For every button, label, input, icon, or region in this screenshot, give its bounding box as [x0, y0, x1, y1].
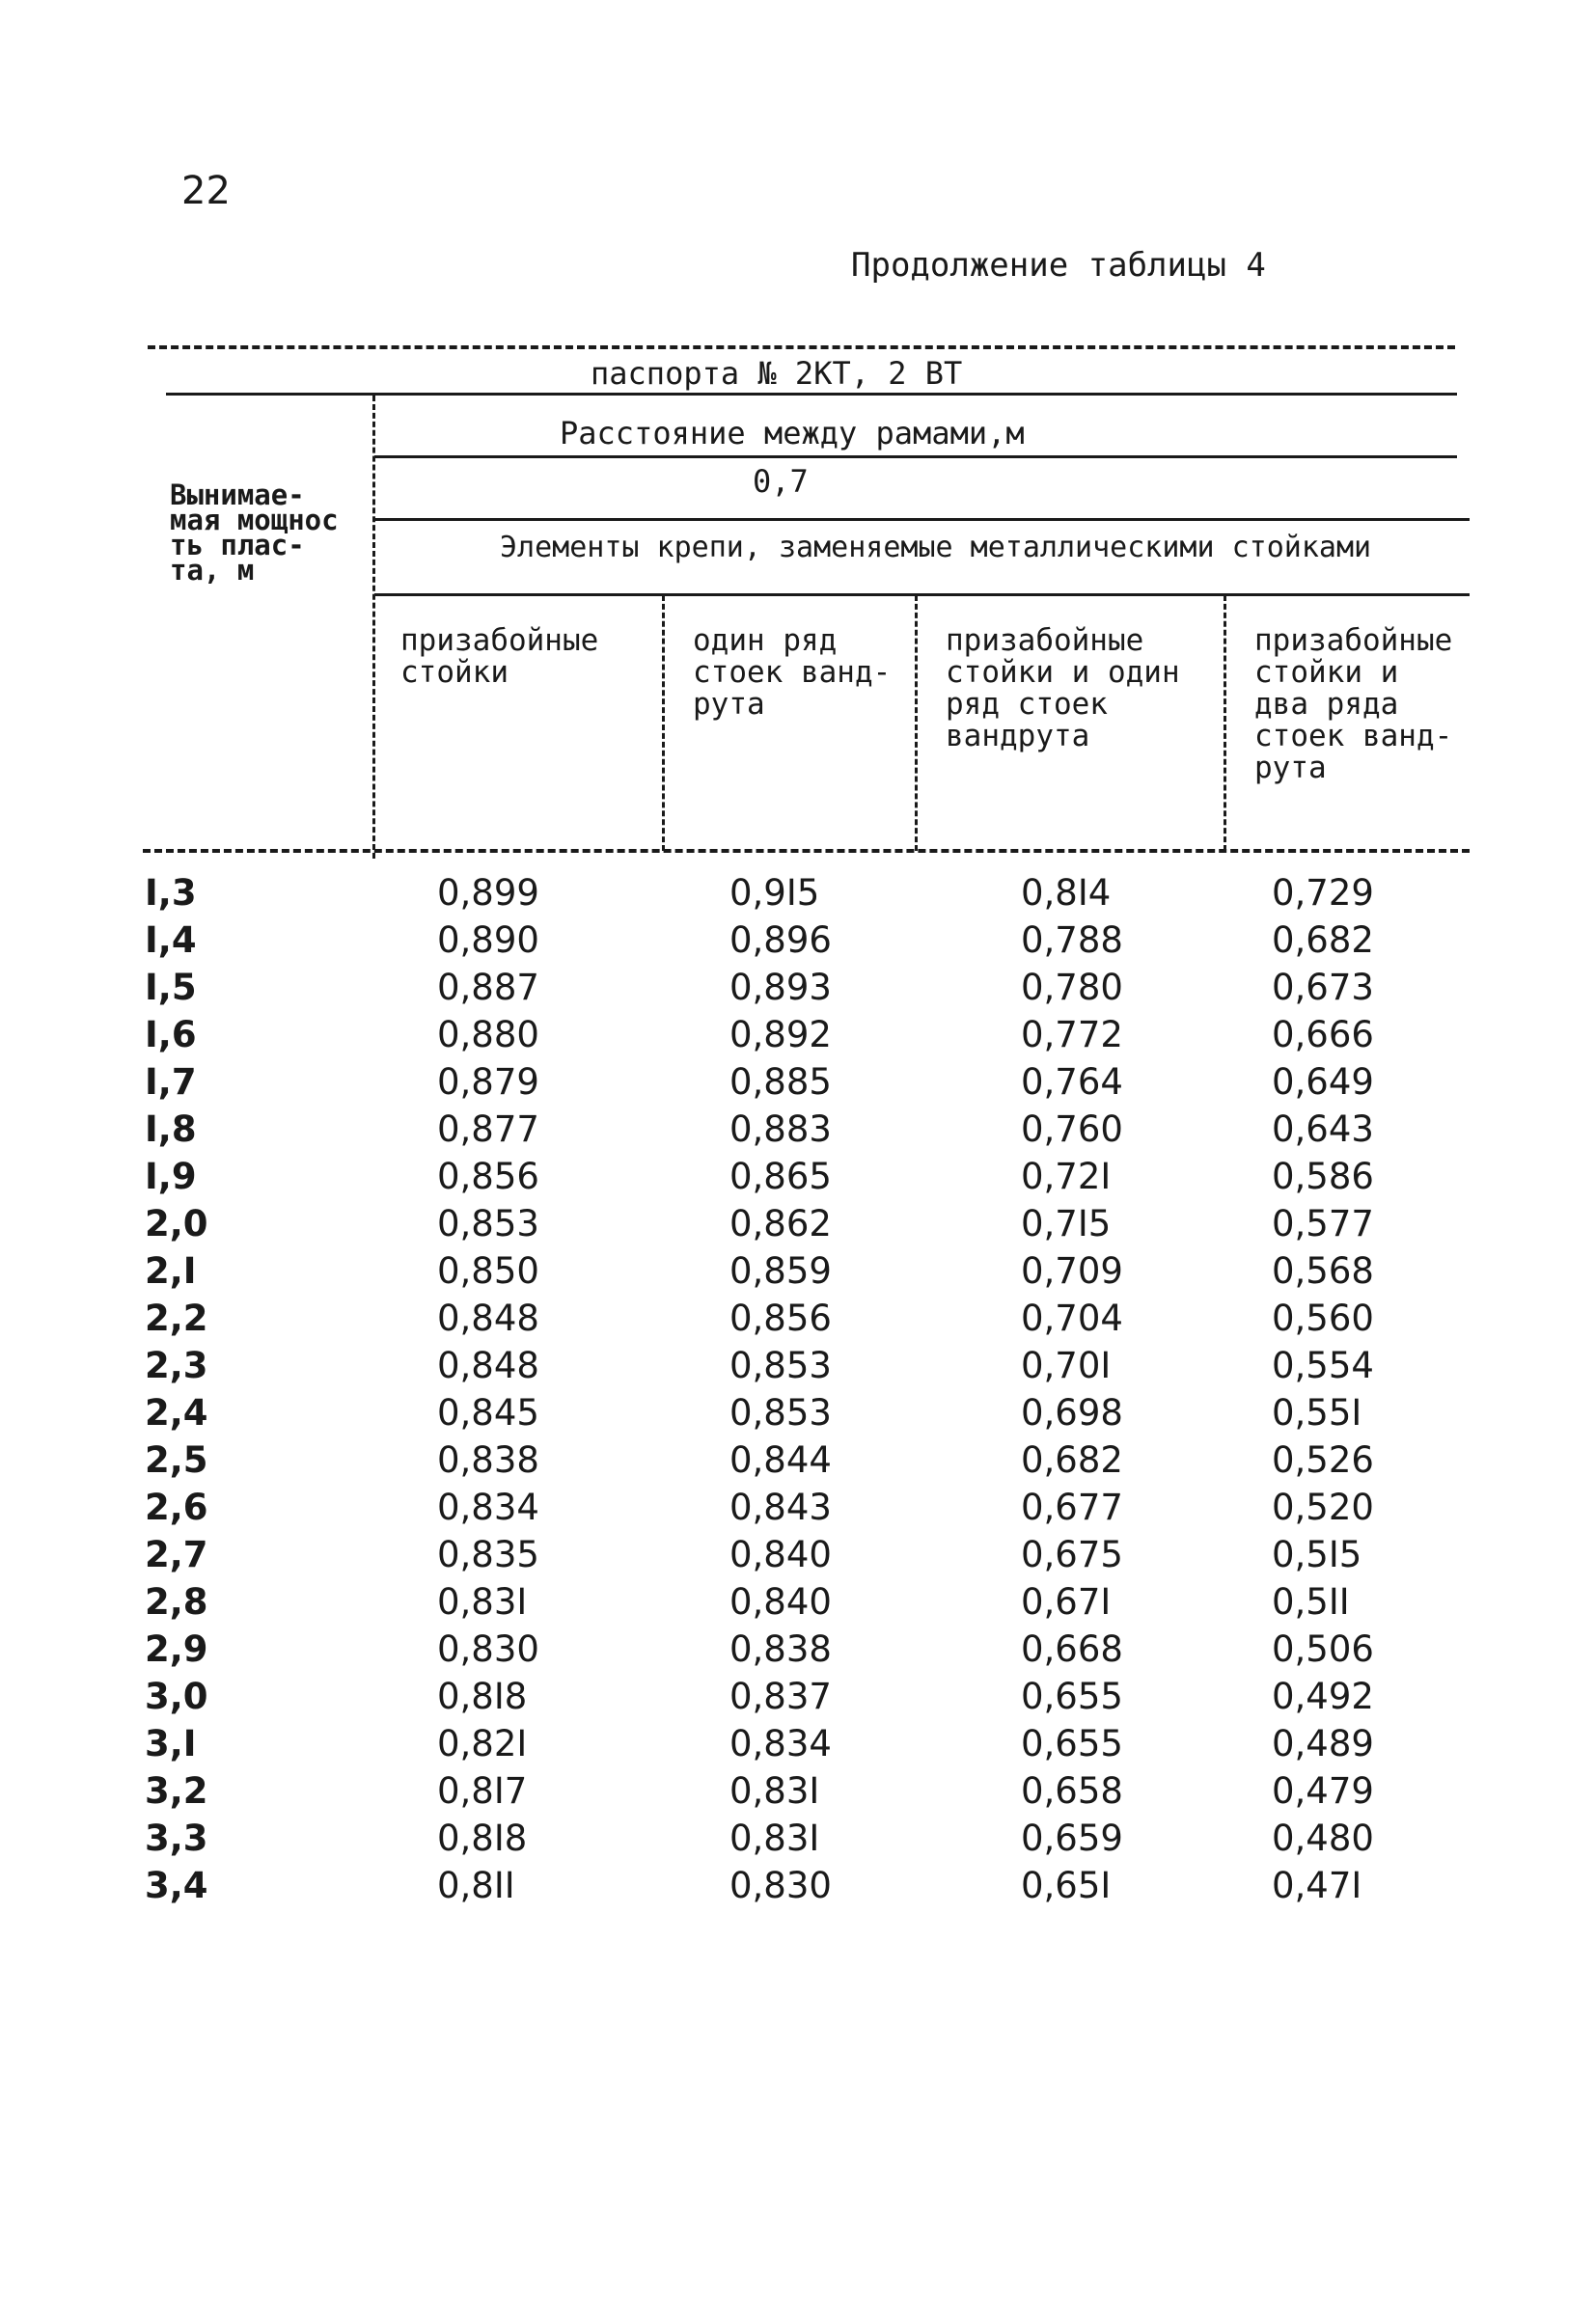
- table-cell: 0,8I4: [1021, 872, 1112, 914]
- table-cell: 0,844: [729, 1439, 832, 1481]
- table-cell: 0,489: [1272, 1723, 1374, 1764]
- table-cell: 0,838: [729, 1628, 832, 1670]
- row-thickness: 2,7: [145, 1534, 208, 1575]
- column-header-3: призабойные стойки и один ряд стоек вандрута: [946, 623, 1180, 753]
- table-cell: 0,649: [1272, 1061, 1374, 1103]
- column-separator-3: [1224, 595, 1226, 851]
- distance-rule: [374, 455, 1457, 458]
- row-thickness: I,8: [145, 1108, 197, 1150]
- table-cell: 0,5I5: [1272, 1534, 1362, 1575]
- row-thickness: I,9: [145, 1156, 197, 1197]
- table-cell: 0,677: [1021, 1487, 1123, 1528]
- table-cell: 0,877: [437, 1108, 539, 1150]
- table-cell: 0,843: [729, 1487, 832, 1528]
- table-cell: 0,682: [1272, 919, 1374, 961]
- table-cell: 0,83I: [729, 1770, 820, 1812]
- table-cell: 0,838: [437, 1439, 539, 1481]
- table-cell: 0,82I: [437, 1723, 528, 1764]
- column-header-2: один ряд стоек ванд- рута: [693, 623, 892, 722]
- table-cell: 0,682: [1021, 1439, 1123, 1481]
- table-cell: 0,8I8: [437, 1818, 528, 1859]
- table-cell: 0,834: [437, 1487, 539, 1528]
- table-cell: 0,666: [1272, 1014, 1374, 1055]
- table-cell: 0,72I: [1021, 1156, 1112, 1197]
- column-separator-1: [662, 595, 665, 851]
- table-cell: 0,848: [437, 1345, 539, 1386]
- table-cell: 0,885: [729, 1061, 832, 1103]
- table-cell: 0,835: [437, 1534, 539, 1575]
- table-cell: 0,834: [729, 1723, 832, 1764]
- passport-header: паспорта № 2КТ, 2 ВТ: [591, 355, 963, 392]
- table-cell: 0,668: [1021, 1628, 1123, 1670]
- table-cell: 0,840: [729, 1534, 832, 1575]
- header-bottom-dashed-rule: [143, 849, 1470, 853]
- page-number: 22: [181, 169, 231, 213]
- table-cell: 0,659: [1021, 1818, 1123, 1859]
- table-cell: 0,862: [729, 1203, 832, 1244]
- table-cell: 0,506: [1272, 1628, 1374, 1670]
- table-cell: 0,709: [1021, 1250, 1123, 1292]
- row-thickness: 2,8: [145, 1581, 208, 1623]
- table-caption: Продолжение таблицы 4: [851, 246, 1266, 285]
- table-cell: 0,526: [1272, 1439, 1374, 1481]
- table-cell: 0,520: [1272, 1487, 1374, 1528]
- table-cell: 0,788: [1021, 919, 1123, 961]
- distance-value-rule: [374, 518, 1470, 521]
- row-thickness: I,5: [145, 967, 197, 1008]
- table-cell: 0,865: [729, 1156, 832, 1197]
- table-cell: 0,856: [437, 1156, 539, 1197]
- table-cell: 0,880: [437, 1014, 539, 1055]
- column-header-4: призабойные стойки и два ряда стоек ванд- рута: [1254, 623, 1453, 785]
- table-cell: 0,704: [1021, 1298, 1123, 1339]
- table-cell: 0,7I5: [1021, 1203, 1112, 1244]
- passport-rule: [166, 393, 1457, 396]
- elements-label: Элементы крепи, заменяемые металлическими стойками: [500, 531, 1372, 564]
- row-thickness: 3,3: [145, 1818, 208, 1859]
- table-cell: 0,780: [1021, 967, 1123, 1008]
- table-cell: 0,8I7: [437, 1770, 528, 1812]
- table-cell: 0,47I: [1272, 1865, 1362, 1906]
- table-cell: 0,655: [1021, 1723, 1123, 1764]
- table-cell: 0,83I: [437, 1581, 528, 1623]
- table-cell: 0,896: [729, 919, 832, 961]
- row-thickness: 2,5: [145, 1439, 208, 1481]
- table-cell: 0,845: [437, 1392, 539, 1434]
- table-cell: 0,8II: [437, 1865, 515, 1906]
- distance-value: 0,7: [753, 463, 809, 500]
- table-cell: 0,729: [1272, 872, 1374, 914]
- row-thickness: 3,I: [145, 1723, 197, 1764]
- row-thickness: I,7: [145, 1061, 197, 1103]
- row-thickness: 3,2: [145, 1770, 208, 1812]
- table-cell: 0,675: [1021, 1534, 1123, 1575]
- row-thickness: 2,4: [145, 1392, 208, 1434]
- distance-label: Расстояние между рамами,м: [560, 415, 1025, 451]
- table-cell: 0,658: [1021, 1770, 1123, 1812]
- table-cell: 0,492: [1272, 1676, 1374, 1717]
- table-cell: 0,830: [729, 1865, 832, 1906]
- table-cell: 0,560: [1272, 1298, 1374, 1339]
- table-cell: 0,55I: [1272, 1392, 1362, 1434]
- table-cell: 0,8I8: [437, 1676, 528, 1717]
- column-header-1: призабойные стойки: [400, 623, 599, 690]
- row-thickness: 2,0: [145, 1203, 208, 1244]
- table-cell: 0,853: [729, 1392, 832, 1434]
- table-cell: 0,698: [1021, 1392, 1123, 1434]
- table-cell: 0,480: [1272, 1818, 1374, 1859]
- table-cell: 0,655: [1021, 1676, 1123, 1717]
- row-thickness: 2,2: [145, 1298, 208, 1339]
- table-cell: 0,568: [1272, 1250, 1374, 1292]
- table-cell: 0,859: [729, 1250, 832, 1292]
- row-thickness: 2,I: [145, 1250, 197, 1292]
- table-cell: 0,673: [1272, 967, 1374, 1008]
- table-cell: 0,856: [729, 1298, 832, 1339]
- table-cell: 0,586: [1272, 1156, 1374, 1197]
- row-thickness: I,6: [145, 1014, 197, 1055]
- table-cell: 0,554: [1272, 1345, 1374, 1386]
- row-thickness: 3,0: [145, 1676, 208, 1717]
- table-cell: 0,479: [1272, 1770, 1374, 1812]
- row-thickness: I,3: [145, 872, 197, 914]
- row-thickness: 3,4: [145, 1865, 208, 1906]
- row-thickness: I,4: [145, 919, 197, 961]
- table-cell: 0,5II: [1272, 1581, 1350, 1623]
- table-cell: 0,893: [729, 967, 832, 1008]
- table-cell: 0,883: [729, 1108, 832, 1150]
- row-label-header: Вынимае- мая мощнос ть плас- та, м: [170, 478, 339, 587]
- table-cell: 0,850: [437, 1250, 539, 1292]
- table-cell: 0,830: [437, 1628, 539, 1670]
- table-cell: 0,65I: [1021, 1865, 1112, 1906]
- table-cell: 0,643: [1272, 1108, 1374, 1150]
- table-cell: 0,70I: [1021, 1345, 1112, 1386]
- table-cell: 0,840: [729, 1581, 832, 1623]
- row-thickness: 2,9: [145, 1628, 208, 1670]
- table-cell: 0,887: [437, 967, 539, 1008]
- column-separator-2: [915, 595, 918, 851]
- elements-rule: [374, 593, 1470, 596]
- table-cell: 0,9I5: [729, 872, 820, 914]
- table-cell: 0,837: [729, 1676, 832, 1717]
- table-cell: 0,848: [437, 1298, 539, 1339]
- table-cell: 0,879: [437, 1061, 539, 1103]
- row-thickness: 2,6: [145, 1487, 208, 1528]
- row-label-separator: [372, 396, 375, 859]
- row-thickness: 2,3: [145, 1345, 208, 1386]
- table-cell: 0,760: [1021, 1108, 1123, 1150]
- top-dashed-rule: [148, 345, 1455, 349]
- table-cell: 0,853: [729, 1345, 832, 1386]
- table-cell: 0,892: [729, 1014, 832, 1055]
- table-cell: 0,764: [1021, 1061, 1123, 1103]
- table-cell: 0,577: [1272, 1203, 1374, 1244]
- table-cell: 0,772: [1021, 1014, 1123, 1055]
- table-cell: 0,853: [437, 1203, 539, 1244]
- table-cell: 0,83I: [729, 1818, 820, 1859]
- table-cell: 0,67I: [1021, 1581, 1112, 1623]
- table-cell: 0,899: [437, 872, 539, 914]
- table-cell: 0,890: [437, 919, 539, 961]
